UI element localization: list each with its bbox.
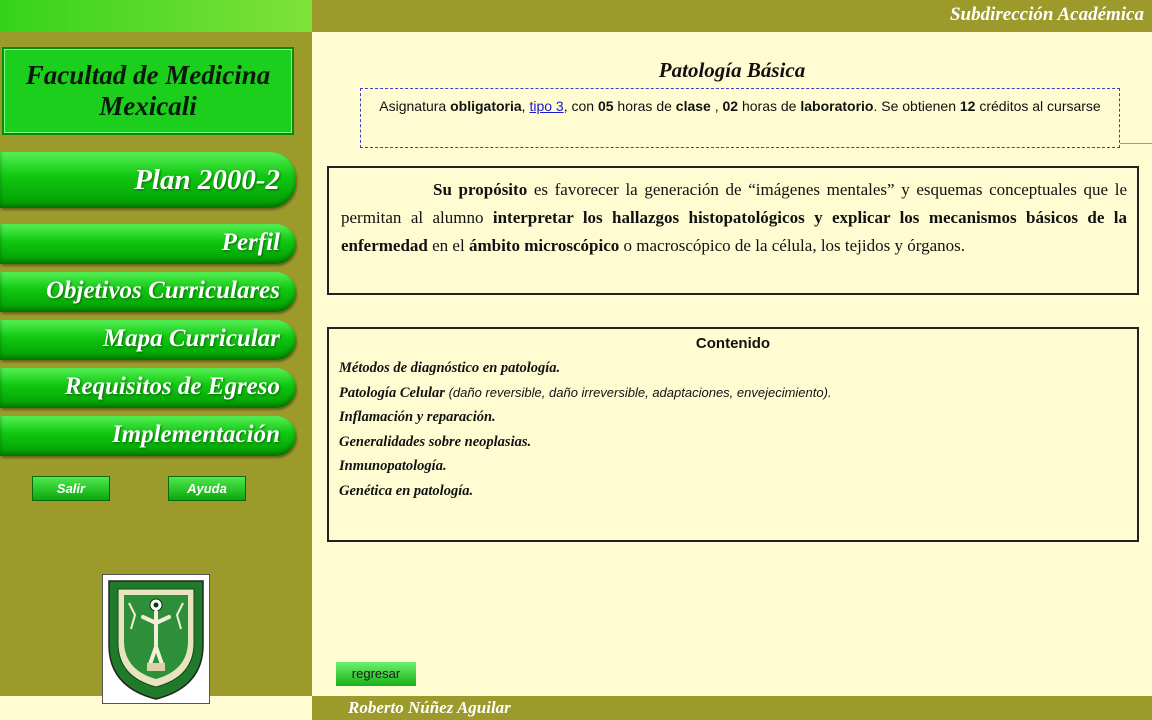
content-item <box>339 381 1127 406</box>
info-text: , <box>710 98 723 114</box>
help-button[interactable]: Ayuda <box>168 476 246 501</box>
content-item-title: Patología Celular <box>339 384 445 401</box>
info-text: créditos al cursarse <box>975 98 1101 114</box>
purpose-bold: interpretar los hallazgos histopatológicos y explicar los mecanismos básicos de la enfermedad <box>341 208 1127 255</box>
back-button[interactable]: regresar <box>336 662 416 686</box>
content-item: Inmunopatología. <box>339 458 447 474</box>
purpose-bold: ámbito microscópico <box>468 236 620 255</box>
nav-item-requisitos-de-egreso[interactable]: Requisitos de Egreso <box>0 368 296 408</box>
course-title: Patología Básica <box>658 58 806 82</box>
seal-graphic <box>103 575 209 703</box>
info-text: , con <box>563 98 598 114</box>
header-green-bar <box>0 0 312 32</box>
purpose-text: o macroscópico de la célula, los tejidos y órganos. <box>619 236 966 255</box>
info-text: . Se obtienen <box>873 98 960 114</box>
info-lab-hours: 02 <box>722 98 739 114</box>
content-item: Métodos de diagnóstico en patología. <box>339 360 561 376</box>
exit-button[interactable]: Salir <box>32 476 110 501</box>
info-text: horas de <box>613 98 676 114</box>
content-item: Generalidades sobre neoplasias. <box>339 433 532 450</box>
purpose-text: en el <box>427 236 469 255</box>
purpose-bold: Su propósito <box>433 180 528 199</box>
content-heading: Contenido <box>695 335 771 352</box>
info-text: , <box>521 98 530 114</box>
university-seal-logo <box>102 574 210 704</box>
nav-item-mapa-curricular[interactable]: Mapa Curricular <box>0 320 296 360</box>
plan-button[interactable]: Plan 2000-2 <box>0 152 296 208</box>
content-item: Genética en patología. <box>339 482 474 499</box>
faculty-title-line1: Facultad de Medicina <box>25 60 271 90</box>
footer-author: Roberto Núñez Aguilar <box>348 698 511 717</box>
info-text: Asignatura <box>379 98 451 114</box>
tipo-link[interactable]: tipo 3 <box>529 98 564 114</box>
purpose-text: es favorecer la generación de “imágenes mentales” y esquemas conceptuales que le permitan al alumno <box>341 180 1127 227</box>
info-type: obligatoria <box>450 98 522 114</box>
nav-item-perfil[interactable]: Perfil <box>0 224 296 264</box>
nav-item-implementacion[interactable]: Implementación <box>0 416 296 456</box>
info-class-hours: 05 <box>597 98 614 114</box>
faculty-title-line2: Mexicali <box>99 91 197 121</box>
content-box <box>327 327 1139 542</box>
course-info-box <box>360 88 1120 148</box>
faculty-title-box <box>2 47 294 135</box>
info-lab-word: laboratorio <box>800 98 874 114</box>
info-text: horas de <box>738 98 801 114</box>
header-olive-bar <box>312 0 1152 32</box>
info-credits: 12 <box>959 98 976 114</box>
content-item: Inflamación y reparación. <box>339 409 496 425</box>
header-title: Subdirección Académica <box>949 4 1144 25</box>
footer-bar <box>312 696 1152 720</box>
info-class-word: clase <box>675 98 711 114</box>
decorative-line <box>1120 143 1152 144</box>
content-item-detail: (daño reversible, daño irreversible, adaptaciones, envejecimiento). <box>444 384 832 400</box>
purpose-box <box>327 166 1139 295</box>
nav-item-objetivos-curriculares[interactable]: Objetivos Curriculares <box>0 272 296 312</box>
